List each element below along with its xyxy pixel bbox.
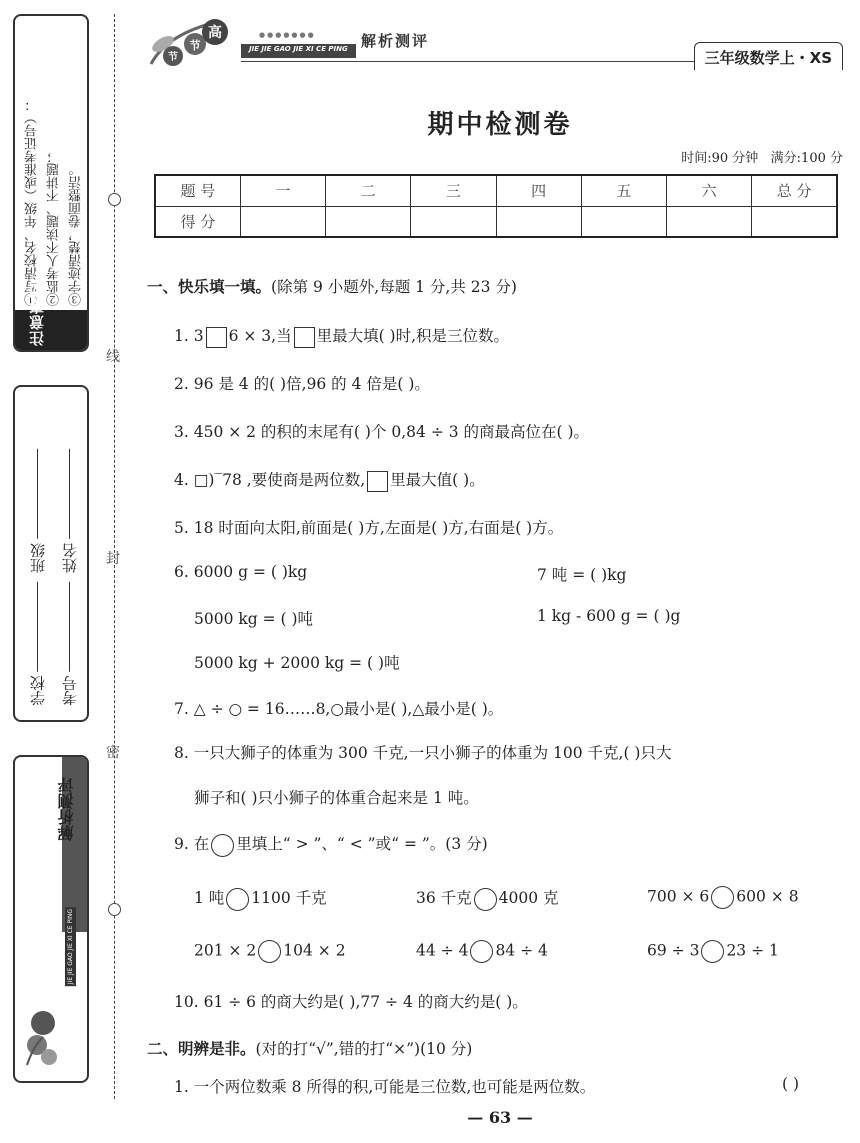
section1-heading [147,275,517,297]
question-5: 5. 18 时面向太阳,前面是( )方,左面是( )方,右面是( )方。 [174,519,564,537]
question-4: 4. □)‾78 ,要使商是两位数, 里最大值( )。 [174,468,485,492]
question-6a: 6. 6000 g = ( )kg [174,563,308,581]
binding-strip [0,0,130,1143]
score-header-cell: 三 [411,175,496,206]
score-row-label: 得 分 [155,206,240,237]
score-header-cell: 二 [326,175,411,206]
compare-circle[interactable] [211,834,234,857]
exam-number-label: 考号 [61,676,79,706]
score-header-cell: 题 号 [155,175,240,206]
section2-heading [147,1037,472,1059]
answer-box[interactable] [206,327,227,348]
question-8-line1: 8. 一只大狮子的体重为 300 千克,一只小狮子的体重为 100 千克,( )只大 [174,744,672,762]
notice-head [15,282,87,350]
grade-subject-label: 三年级数学上・XS [694,42,843,70]
compare-item: 69 ÷ 3 23 ÷ 1 [647,940,779,963]
score-cell[interactable] [411,206,496,237]
question-8-line2: 狮子和( )只小狮子的体重合起来是 1 吨。 [194,789,479,807]
exam-title: 期中检测卷 [427,110,573,140]
compare-item: 36 千克 4000 克 [416,886,559,911]
question-9: 9. 在 里填上“ > ”、“ < ”或“ = ”。(3 分) [174,832,488,857]
exam-number-field[interactable] [59,445,80,706]
header-title: 解析测评 [361,32,430,50]
question-10: 10. 61 ÷ 6 的商大约是( ),77 ÷ 4 的商大约是( )。 [174,993,528,1011]
compare-circle[interactable] [226,888,249,911]
cut-mark-mi: 密 [106,745,120,761]
name-label: 姓名 [61,543,79,574]
score-cell[interactable] [496,206,581,237]
cut-dot-bottom [108,903,121,916]
compare-circle[interactable] [701,940,724,963]
section2-title: 二、明辨是非。 [147,1040,256,1058]
question-7: 7. △ ÷ ○ = 16……8,○最小是( ),△最小是( )。 [174,700,504,718]
compare-circle[interactable] [474,888,497,911]
question-6e: 5000 kg + 2000 kg = ( )吨 [194,654,400,672]
question-1: 1. 3 6 × 3,当 里最大填( )时,积是三位数。 [174,324,509,348]
score-cell[interactable] [326,206,411,237]
class-label: 班级 [29,543,47,574]
compare-item: 44 ÷ 4 84 ÷ 4 [416,940,548,963]
judge-question-1: 1. 一个两位数乘 8 所得的积,可能是三位数,也可能是两位数。 [174,1078,596,1096]
header-logo-icon [147,14,239,70]
compare-circle[interactable] [711,886,734,909]
question-6d: 1 kg - 600 g = ( )g [537,607,681,625]
compare-circle[interactable] [258,940,281,963]
question-2: 2. 96 是 4 的( )倍,96 的 4 倍是( )。 [174,375,430,393]
compare-item: 201 × 2 104 × 2 [194,940,346,963]
question-6b: 7 吨 = ( )kg [537,566,627,584]
score-table-header [155,175,837,206]
notice-line-3: ③字迹清楚，卷面整洁。 [69,163,84,306]
notice-line-1: ①写清校名、年级（或准考证号）： [25,98,40,306]
page-header: 高 节 节 ●●●●●●● JIE JIE GAO JIE XI CE PING 解析测评 三年级数学上・XS [147,14,847,70]
exam-time: 时间:90 分钟 [681,151,759,166]
exam-time-info [681,147,843,166]
compare-item: 1 吨 1100 千克 [194,886,327,911]
score-cell[interactable] [240,206,325,237]
score-header-cell: 一 [240,175,325,206]
brand-subtitle: JIE JIE GAO JIE XI CE PING [67,909,74,985]
svg-text:节: 节 [189,39,201,52]
score-header-cell: 五 [581,175,666,206]
question-3: 3. 450 × 2 的积的末尾有( )个 0,84 ÷ 3 的商最高位在( )。 [174,423,590,441]
cut-mark-feng: 封 [106,551,120,567]
school-field[interactable] [27,445,48,706]
student-info-box [13,385,89,722]
score-table-row [155,206,837,237]
notice-line-2: ②监考人不读题、不讲题； [47,150,62,306]
score-header-cell: 四 [496,175,581,206]
score-cell[interactable] [581,206,666,237]
compare-circle[interactable] [470,940,493,963]
section1-title: 一、快乐填一填。 [147,278,272,296]
score-header-cell: 总 分 [752,175,837,206]
notice-head-label: 注意事项 [28,282,46,346]
section2-note: (对的打“√”,错的打“×”)(10 分) [255,1040,473,1058]
cut-mark-xian: 线 [106,349,120,365]
brand-title: 解析测评 [57,777,76,841]
score-cell[interactable] [667,206,752,237]
question-6c: 5000 kg = ( )吨 [194,610,314,628]
brand-logo-icon [23,1007,63,1067]
score-table [154,174,838,238]
brand-box [13,755,89,1083]
compare-item: 700 × 6 600 × 8 [647,886,799,909]
answer-box[interactable] [367,471,388,492]
notice-box [13,14,89,352]
svg-text:高: 高 [208,25,222,41]
cut-dot-top [108,193,121,206]
svg-text:节: 节 [168,52,178,63]
section1-note: (除第 9 小题外,每题 1 分,共 23 分) [271,278,517,296]
exam-full-score: 满分:100 分 [770,151,843,166]
page-number: — 63 — [467,1108,533,1127]
score-header-cell: 六 [667,175,752,206]
header-tag: JIE JIE GAO JIE XI CE PING [241,44,356,58]
score-cell[interactable] [752,206,837,237]
answer-box[interactable] [294,327,315,348]
school-label: 学校 [29,676,47,706]
judge-answer-blank[interactable]: ( ) [782,1075,800,1093]
